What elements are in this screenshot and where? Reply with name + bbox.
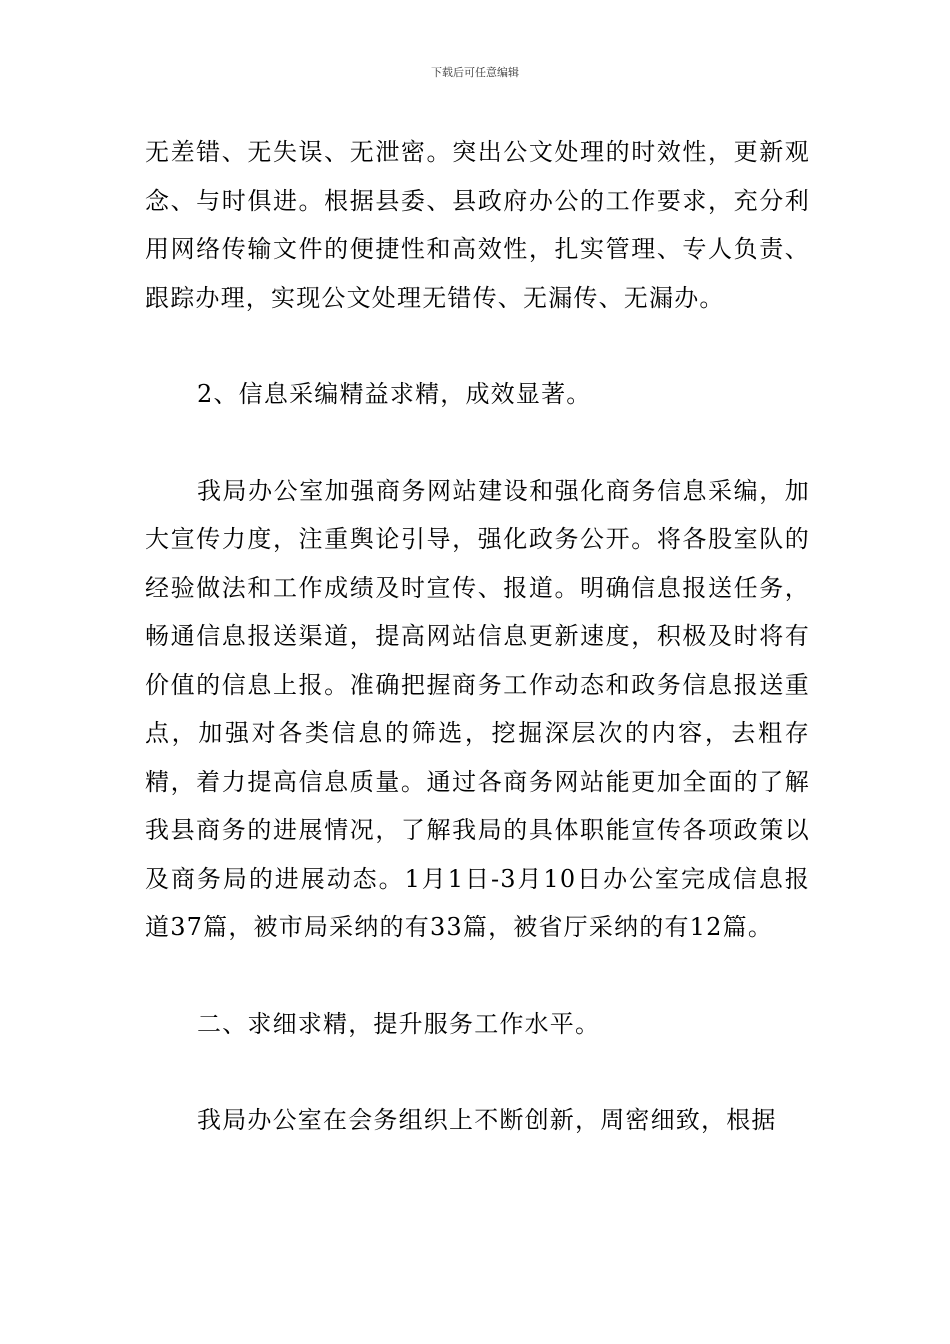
paragraph-continuation: 无差错、无失误、无泄密。突出公文处理的时效性，更新观念、与时俱进。根据县委、县政府办公的工作要求，充分利用网络传输文件的便捷性和高效性，扎实管理、专人负责、跟踪办理，实现公文处理无错传、无漏传、无漏办。 bbox=[145, 138, 810, 312]
paragraph-service: 我局办公室在会务组织上不断创新，周密细致，根据 bbox=[197, 1106, 777, 1134]
paragraph-gap bbox=[145, 952, 810, 1000]
section-heading-service: 二、求细求精，提升服务工作水平。 bbox=[197, 1009, 601, 1038]
page-header: 下载后可任意编辑 bbox=[431, 66, 519, 79]
paragraph-info-editing: 我局办公室加强商务网站建设和强化商务信息采编，加大宣传力度，注重舆论引导，强化政务公开。将各股室队的经验做法和工作成绩及时宣传、报道。明确信息报送任务，畅通信息报送渠道，提高网站信息更新速度，积极及时将有价值的信息上报。准确把握商务工作动态和政务信息报送重点，加强对各类信息的筛选，挖掘深层次的内容，去粗存精，着力提高信息质量。通过各商务网站能更加全面的了解我县商务的进展情况，了解我局的具体职能宣传各项政策以及商务局的进展动态。1月1日-3月10日办公室完成信息报道37篇，被市局采纳的有33篇，被省厅采纳的有12篇。 bbox=[145, 476, 810, 941]
paragraph-gap bbox=[145, 322, 810, 370]
section-heading-info-editing: 2、信息采编精益求精，成效显著。 bbox=[197, 380, 592, 408]
paragraph-gap bbox=[145, 1048, 810, 1096]
document-body bbox=[145, 128, 810, 1145]
paragraph-gap bbox=[145, 419, 810, 467]
